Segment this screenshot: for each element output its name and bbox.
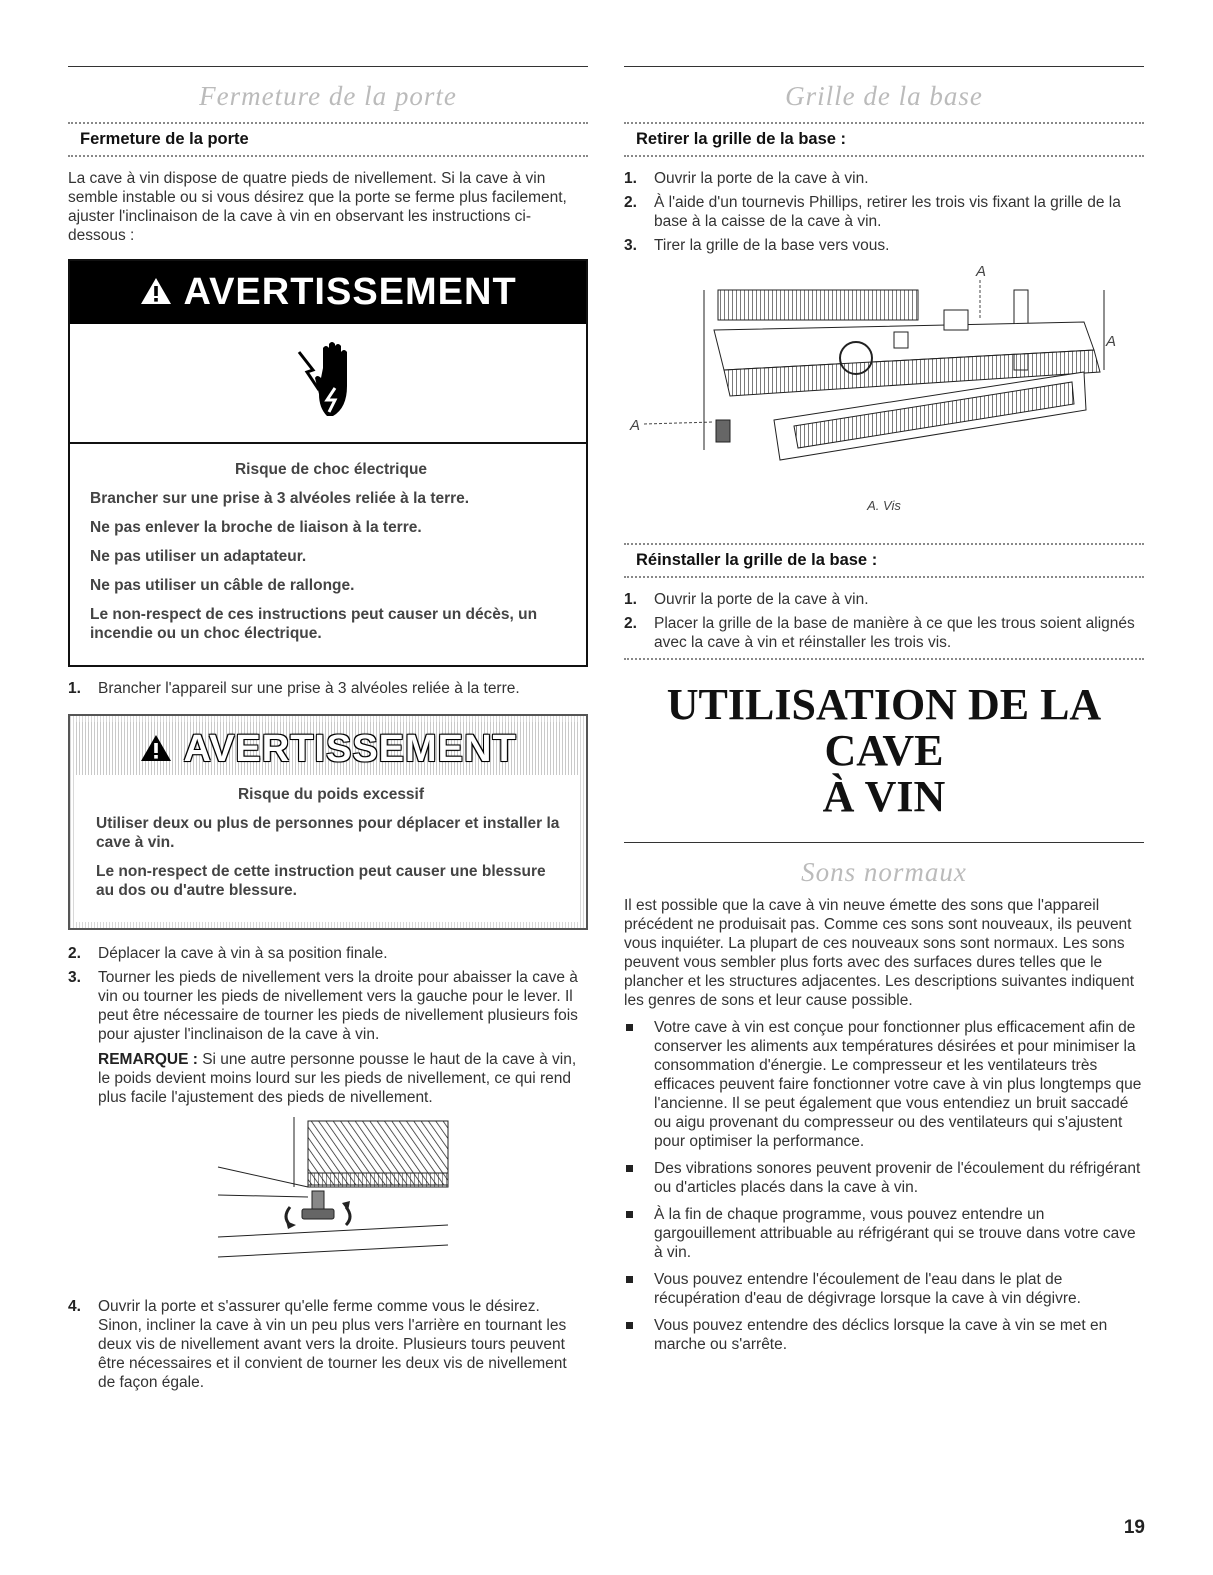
section-title-normal-sounds: Sons normaux — [801, 857, 967, 887]
left-column — [68, 66, 588, 1397]
sounds-intro-paragraph: Il est possible que la cave à vin neuve émette des sons que l'appareil précédent ne produisait pas. Comme ces sons sont nouveaux, ils peuvent vous inquiéter. La plupart de ces nouveaux sons sont normaux. Les sons peuvent vous sembler plus forts avec des surfaces dures telles que le plancher et les structures adjacentes. Les descriptions suivantes indiquent les genres de sons et leur cause possible. — [624, 897, 1135, 1009]
list-item: À la fin de chaque programme, vous pouvez entendre un gargouillement attribuable au réfrigérant qui se trouve dans votre cave à vin. — [624, 1205, 1144, 1262]
base-grille-illustration — [624, 260, 1144, 490]
steps-list-1 — [68, 679, 588, 698]
step-item: 1. Ouvrir la porte de la cave à vin. — [624, 170, 869, 187]
warning-risk-title: Risque du poids excessif — [237, 786, 425, 803]
warning-line: Le non-respect de cette instruction peut causer une blessure au dos ou d'autre blessure. — [96, 863, 546, 899]
section-title-base-grille: Grille de la base — [785, 81, 983, 111]
leveling-foot-illustration — [68, 1117, 588, 1267]
list-item: Vous pouvez entendre des déclics lorsque la cave à vin se met en marche ou s'arrête. — [624, 1316, 1144, 1354]
electrical-warning-box — [68, 259, 588, 667]
chapter-title: UTILISATION DE LA CAVE À VIN — [666, 680, 1102, 821]
warning-line: Le non-respect de ces instructions peut causer un décès, un incendie ou un choc électrique. — [90, 606, 538, 642]
sounds-bullet-list — [624, 1018, 1144, 1354]
page-number: 19 — [1123, 1517, 1145, 1538]
warning-line: Utiliser deux ou plus de personnes pour déplacer et installer la cave à vin. — [96, 815, 560, 851]
step-item: 2. Placer la grille de la base de manière à ce que les trous soient alignés avec la cave à vin et réinstaller les trois vis. — [624, 615, 1135, 651]
figure-caption: A. Vis — [867, 498, 901, 513]
electric-shock-hand-icon — [293, 338, 363, 428]
list-item: Vous pouvez entendre l'écoulement de l'eau dans le plat de récupération d'eau de dégivrage lorsque la cave à vin dégivre. — [624, 1270, 1144, 1308]
warning-heading: AVERTISSEMENT — [70, 261, 586, 324]
step-item: 2. Déplacer la cave à vin à sa position finale. — [68, 945, 388, 962]
step-item: 3. Tourner les pieds de nivellement vers la droite pour abaisser la cave à vin ou tourner les pieds de nivellement vers la gauche pour le lever. Il peut être nécessaire de tourner les pieds de nivellement plusieurs fois pour ajuster l'inclinaison de la cave à vin. REMARQUE : Si une autre personne pousse le haut de la cave à vin, le poids devient moins lourd sur les pieds de nivellement, ce qui rend plus facile l'ajustement des pieds de nivellement. — [68, 968, 588, 1107]
top-rule — [68, 66, 588, 67]
warning-triangle-icon — [139, 728, 183, 770]
right-column — [624, 66, 1144, 1362]
warning-risk-title: Risque de choc électrique — [234, 461, 428, 478]
warning-line: Ne pas utiliser un câble de rallonge. — [90, 577, 355, 594]
figure-label-a: A — [1106, 333, 1117, 350]
reinstall-steps-list — [624, 590, 1144, 652]
subhead-door-closing: Fermeture de la porte — [80, 130, 249, 148]
step-item: 1. Brancher l'appareil sur une prise à 3 alvéoles reliée à la terre. — [68, 680, 520, 697]
subhead-remove-grille: Retirer la grille de la base : — [636, 130, 847, 148]
warning-line: Brancher sur une prise à 3 alvéoles reliée à la terre. — [90, 490, 470, 507]
figure-label-a: A — [630, 417, 641, 434]
subhead-reinstall-grille: Réinstaller la grille de la base : — [636, 551, 878, 569]
step-item: 2. À l'aide d'un tournevis Phillips, retirer les trois vis fixant la grille de la base à la caisse de la cave à vin. — [624, 194, 1121, 230]
figure-label-a: A — [976, 263, 987, 280]
weight-warning-box — [68, 714, 588, 930]
list-item: Des vibrations sonores peuvent provenir de l'écoulement du réfrigérant ou d'articles placés dans la cave à vin. — [624, 1159, 1144, 1197]
warning-heading: AVERTISSEMENT — [76, 722, 580, 775]
warning-line: Ne pas enlever la broche de liaison à la terre. — [90, 519, 422, 536]
intro-paragraph: La cave à vin dispose de quatre pieds de nivellement. Si la cave à vin semble instable ou si vous désirez que la porte se ferme plus facilement, ajuster l'inclinaison de la cave à vin en observant les instructions ci-dessous : — [68, 170, 567, 244]
list-item: Votre cave à vin est conçue pour fonctionner plus efficacement afin de conserver les aliments aux températures désirées et pour minimiser la consommation d'énergie. Le compresseur et les ventilateurs très efficaces peuvent faire fonctionner votre cave à vin plus longtemps que l'ancienne. Il se peut également que vous entendiez un bruit saccadé ou aigu provenant du compresseur ou des ventilateurs qui s'ajustent pour optimiser la performance. — [624, 1018, 1144, 1151]
top-rule — [624, 66, 1144, 67]
steps-list-3 — [68, 1297, 588, 1392]
note: REMARQUE : Si une autre personne pousse le haut de la cave à vin, le poids devient moins lourd sur les pieds de nivellement, ce qui rend plus facile l'ajustement des pieds de nivellement. — [98, 1051, 577, 1106]
step-item: 3. Tirer la grille de la base vers vous. — [624, 237, 890, 254]
step-item: 1. Ouvrir la porte de la cave à vin. — [624, 591, 869, 608]
remove-steps-list — [624, 169, 1144, 255]
warning-line: Ne pas utiliser un adaptateur. — [90, 548, 307, 565]
warning-triangle-icon — [139, 271, 183, 313]
section-title-door: Fermeture de la porte — [199, 81, 457, 111]
steps-list-2 — [68, 944, 588, 1107]
step-item: 4. Ouvrir la porte et s'assurer qu'elle ferme comme vous le désirez. Sinon, incliner la cave à vin un peu plus vers l'arrière en tournant les deux vis de nivellement avant vers la droite. Plusieurs tours peuvent être nécessaires et il convient de tourner les deux vis de nivellement de façon égale. — [68, 1298, 567, 1391]
